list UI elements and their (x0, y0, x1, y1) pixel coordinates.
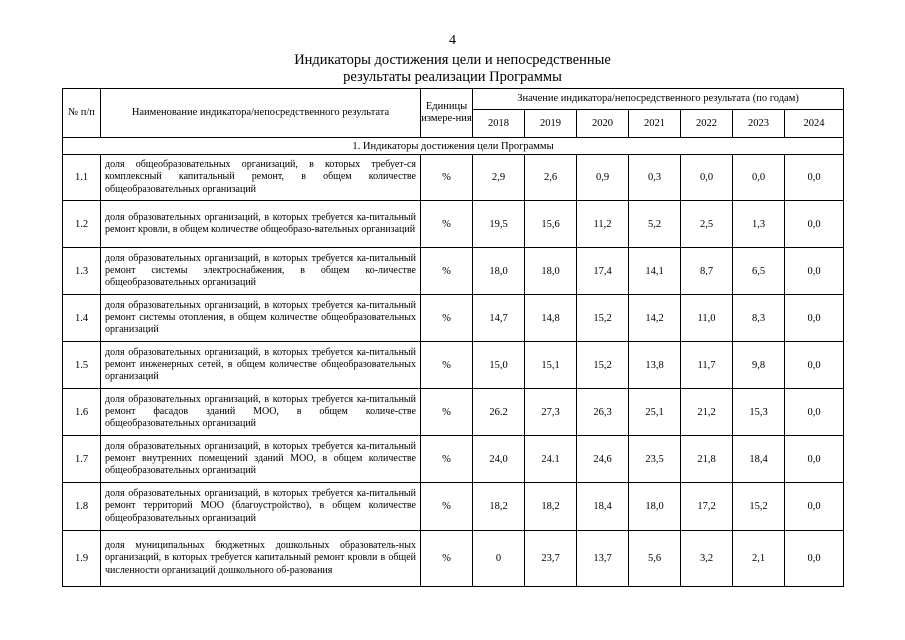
header-year: 2022 (681, 110, 733, 138)
value-cell: 15,0 (473, 342, 525, 389)
value-cell: 18,2 (525, 483, 577, 531)
indicators-table (62, 88, 844, 587)
header-years-group: Значение индикатора/непосредственного результата (по годам) (473, 89, 844, 110)
indicator-name: доля образовательных организаций, в которых требуется ка-питальный ремонт кровли, в общем количестве общеобразо-вательных организаций (101, 201, 421, 248)
value-cell: 0,0 (681, 155, 733, 201)
section-row (63, 138, 844, 155)
header-year: 2023 (733, 110, 785, 138)
value-cell: 21,2 (681, 389, 733, 436)
indicator-name: доля образовательных организаций, в которых требуется ка-питальный ремонт системы электроснабжения, в общем ко-личестве общеобразовательных организаций (101, 248, 421, 295)
value-cell: 11,2 (577, 201, 629, 248)
row-number: 1.2 (63, 201, 101, 248)
table-row (63, 295, 844, 342)
unit-cell: % (421, 248, 473, 295)
row-number: 1.3 (63, 248, 101, 295)
value-cell: 0,9 (577, 155, 629, 201)
value-cell: 15,6 (525, 201, 577, 248)
table-row (63, 389, 844, 436)
indicator-name: доля образовательных организаций, в которых требуется ка-питальный ремонт системы отопления, в общем количестве общеобразовательных организаций (101, 295, 421, 342)
table-row (63, 248, 844, 295)
value-cell: 26,3 (577, 389, 629, 436)
value-cell: 5,6 (629, 531, 681, 587)
value-cell: 0,0 (785, 389, 844, 436)
unit-cell: % (421, 389, 473, 436)
unit-cell: % (421, 436, 473, 483)
value-cell: 1,3 (733, 201, 785, 248)
header-year: 2020 (577, 110, 629, 138)
value-cell: 24.1 (525, 436, 577, 483)
indicator-name: доля муниципальных бюджетных дошкольных образователь-ных организаций, в которых требуется капитальный ремонт кровли в общей численности организаций дошкольного об-разования (101, 531, 421, 587)
header-num: № п/п (63, 89, 101, 138)
value-cell: 14,8 (525, 295, 577, 342)
value-cell: 0,0 (733, 155, 785, 201)
unit-cell: % (421, 342, 473, 389)
table-row (63, 155, 844, 201)
value-cell: 17,4 (577, 248, 629, 295)
value-cell: 8,3 (733, 295, 785, 342)
value-cell: 11,7 (681, 342, 733, 389)
value-cell: 18,0 (629, 483, 681, 531)
row-number: 1.7 (63, 436, 101, 483)
value-cell: 24,6 (577, 436, 629, 483)
value-cell: 0,0 (785, 531, 844, 587)
header-year: 2019 (525, 110, 577, 138)
header-year: 2021 (629, 110, 681, 138)
indicator-name: доля образовательных организаций, в которых требуется ка-питальный ремонт внутренних помещений зданий МОО, в общем количестве общеобразовательных организаций (101, 436, 421, 483)
value-cell: 13,8 (629, 342, 681, 389)
value-cell: 2,9 (473, 155, 525, 201)
value-cell: 15,1 (525, 342, 577, 389)
unit-cell: % (421, 531, 473, 587)
value-cell: 15,3 (733, 389, 785, 436)
unit-cell: % (421, 483, 473, 531)
unit-cell: % (421, 155, 473, 201)
value-cell: 21,8 (681, 436, 733, 483)
row-number: 1.4 (63, 295, 101, 342)
value-cell: 25,1 (629, 389, 681, 436)
unit-cell: % (421, 295, 473, 342)
table-row (63, 201, 844, 248)
value-cell: 14,7 (473, 295, 525, 342)
value-cell: 0,0 (785, 436, 844, 483)
value-cell: 27,3 (525, 389, 577, 436)
section-title: 1. Индикаторы достижения цели Программы (63, 138, 844, 155)
value-cell: 15,2 (577, 342, 629, 389)
table-row (63, 342, 844, 389)
value-cell: 2,6 (525, 155, 577, 201)
title-line-1: Индикаторы достижения цели и непосредственные (294, 52, 611, 68)
header-name: Наименование индикатора/непосредственного результата (101, 89, 421, 138)
table-row (63, 531, 844, 587)
value-cell: 19,5 (473, 201, 525, 248)
value-cell: 13,7 (577, 531, 629, 587)
value-cell: 18,4 (577, 483, 629, 531)
value-cell: 14,1 (629, 248, 681, 295)
header-year: 2018 (473, 110, 525, 138)
value-cell: 0,0 (785, 155, 844, 201)
value-cell: 11,0 (681, 295, 733, 342)
value-cell: 17,2 (681, 483, 733, 531)
value-cell: 0,3 (629, 155, 681, 201)
table-row (63, 436, 844, 483)
value-cell: 5,2 (629, 201, 681, 248)
indicator-name: доля образовательных организаций, в которых требуется ка-питальный ремонт инженерных сетей, в общем количестве общеобразовательных организаций (101, 342, 421, 389)
header-unit: Единицы измере-ния (421, 89, 473, 138)
value-cell: 6,5 (733, 248, 785, 295)
header-year: 2024 (785, 110, 844, 138)
value-cell: 24,0 (473, 436, 525, 483)
row-number: 1.8 (63, 483, 101, 531)
value-cell: 2,1 (733, 531, 785, 587)
page-number: 4 (449, 33, 456, 48)
indicator-name: доля образовательных организаций, в которых требуется ка-питальный ремонт фасадов зданий МОО, в общем количе-стве общеобразовательных организаций (101, 389, 421, 436)
indicator-name: доля образовательных организаций, в которых требуется ка-питальный ремонт территорий МОО (благоустройство), в общем количестве общеобразовательных организаций (101, 483, 421, 531)
value-cell: 23,5 (629, 436, 681, 483)
row-number: 1.5 (63, 342, 101, 389)
value-cell: 0,0 (785, 483, 844, 531)
unit-cell: % (421, 201, 473, 248)
value-cell: 3,2 (681, 531, 733, 587)
page-title (0, 52, 905, 86)
row-number: 1.1 (63, 155, 101, 201)
indicator-name: доля общеобразовательных организаций, в которых требует-ся комплексный капитальный ремонт, в общем количестве общеобразовательных организаций (101, 155, 421, 201)
value-cell: 18,4 (733, 436, 785, 483)
value-cell: 0,0 (785, 201, 844, 248)
value-cell: 0,0 (785, 342, 844, 389)
value-cell: 14,2 (629, 295, 681, 342)
value-cell: 18,2 (473, 483, 525, 531)
value-cell: 2,5 (681, 201, 733, 248)
row-number: 1.6 (63, 389, 101, 436)
title-line-2: результаты реализации Программы (343, 69, 562, 85)
value-cell: 15,2 (733, 483, 785, 531)
value-cell: 8,7 (681, 248, 733, 295)
value-cell: 9,8 (733, 342, 785, 389)
value-cell: 15,2 (577, 295, 629, 342)
value-cell: 18,0 (525, 248, 577, 295)
value-cell: 18,0 (473, 248, 525, 295)
value-cell: 0 (473, 531, 525, 587)
row-number: 1.9 (63, 531, 101, 587)
value-cell: 0,0 (785, 248, 844, 295)
value-cell: 26.2 (473, 389, 525, 436)
table-row (63, 483, 844, 531)
value-cell: 0,0 (785, 295, 844, 342)
value-cell: 23,7 (525, 531, 577, 587)
